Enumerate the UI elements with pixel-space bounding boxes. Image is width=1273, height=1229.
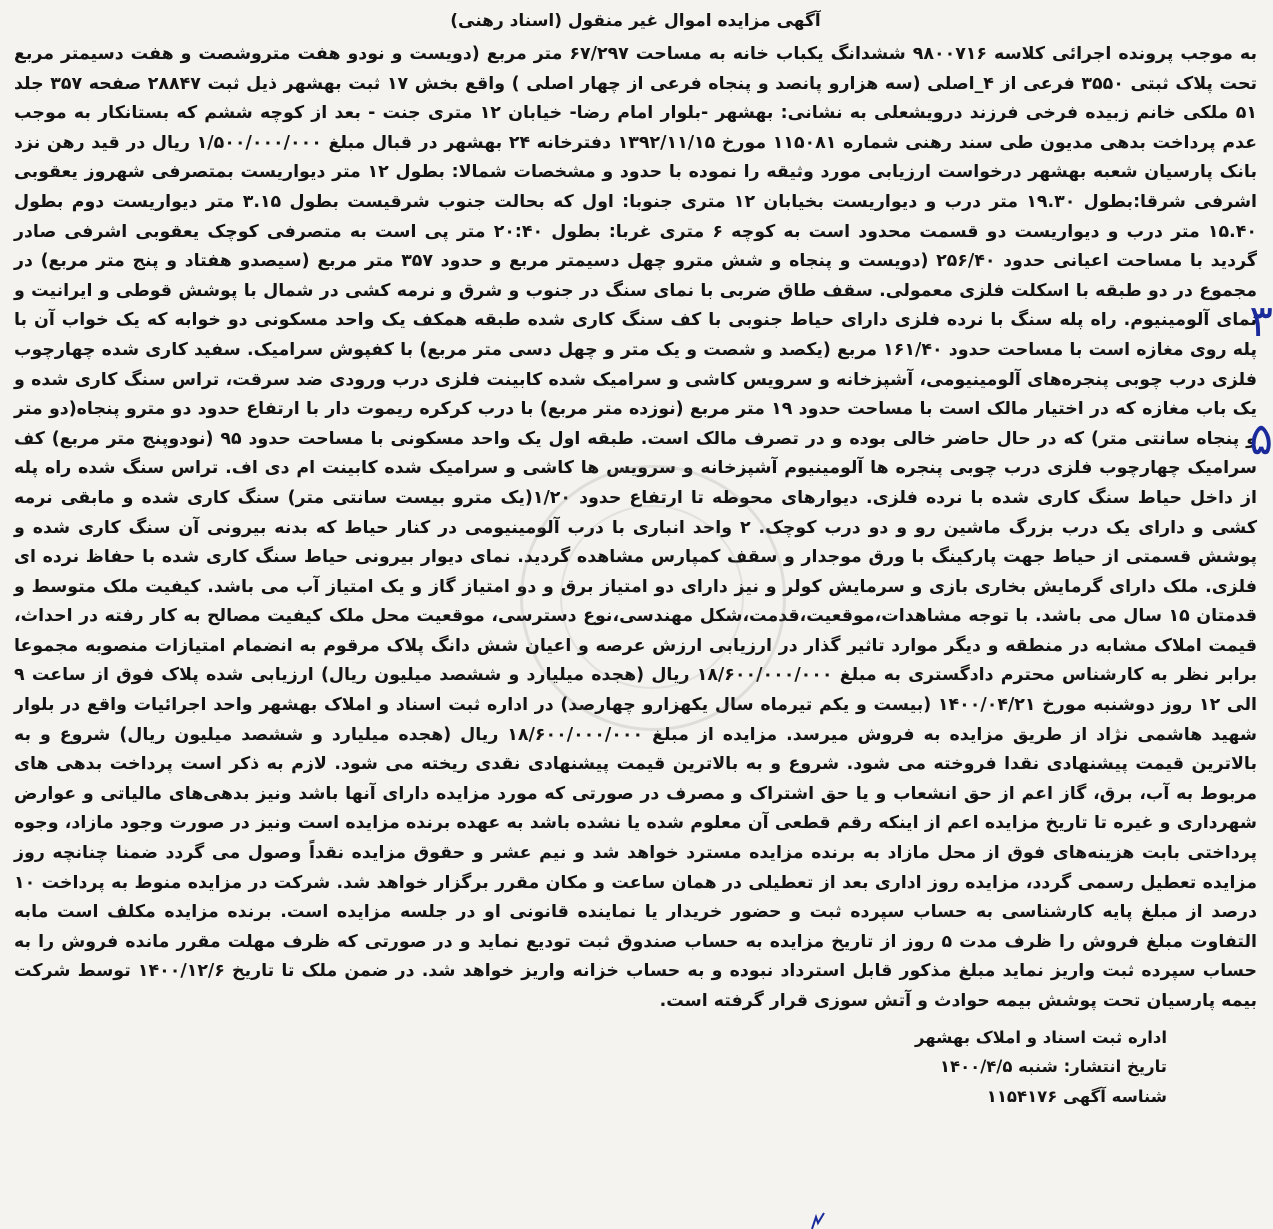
issuing-office: اداره ثبت اسناد و املاک بهشهر <box>914 1027 1167 1047</box>
notice-body: به موجب پرونده اجرائی کلاسه ۹۸۰۰۷۱۶ ششدانگ یکباب خانه به مساحت ۶۷/۲۹۷ متر مربع (دویست و نودو هفت متروشصت و هفت دسیمتر مربع تحت پلاک ثبتی ۳۵۵۰ فرعی از ۴_اصلی (سه هزارو پانصد و پنجاه فرعی از چهار اصلی ) واقع بخش ۱۷ ثبت بهشهر ذیل ثبت ۲۸۸۴۷ صفحه ۳۵۷ جلد ۵۱ ملکی خانم زبیده فرخی فرزند درویشعلی به نشانی: بهشهر -بلوار امام رضا- خیابان ۱۲ متری جنت - بعد از کوچه ششم که بستانکار به موجب عدم پرداخت بدهی مدیون طی سند رهنی شماره ۱۱۵۰۸۱ مورخ ۱۳۹۲/۱۱/۱۵ دفترخانه ۲۴ بهشهر در قبال مبلغ ۱/۵۰۰/۰۰۰/۰۰۰ ریال در قید رهن نزد بانک پارسیان شعبه بهشهر درخواست ارزیابی مورد وثیقه را نموده با حدود و مشخصات شمالا: بطول ۱۲ متر دیواریست بمتصرفی شهروز یعقوبی اشرفی شرقا:بطول ۱۹.۳۰ متر درب و دیواریست بخیابان ۱۲ متری جنوبا: اول که بحالت جنوب شرقیست بطول ۳.۱۵ متر دیواریست دوم بطول ۱۵.۴۰ متر درب و دیواریست دو قسمت محدود است به کوچه ۶ متری غربا: بطول ۲۰:۴۰ متر پی است به متصرفی کوچک یعقوبی اشرفی صادر گردید با مساحت اعیانی حدود ۲۵۶/۴۰ (دویست و پنجاه و شش مترو چهل دسیمتر مربع و حدود ۳۵۷ متر مربع (سیصدو هفتاد و پنج متر مربع) در مجموع در دو طبقه با اسکلت فلزی معمولی. سقف طاق ضربی با نمای سنگ در جنوب و شرق و نرمه کشی در شمال با پوشش قوطی و ایرانیت و نمای آلومینیوم. راه پله سنگ با نرده فلزی دارای حیاط جنوبی با کف سنگ کاری شده طبقه همکف یک واحد مسکونی دو خوابه که یک خواب آن با پله روی مغازه است با مساحت حدود ۱۶۱/۴۰ مربع (یکصد و شصت و یک متر و چهل دسی متر مربع) با کفپوش سرامیک. سفید کاری شده چهارچوب فلزی درب چوبی پنجره‌های آلومینیومی، آشپزخانه و سرویس کاشی و سرامیک شده کابینت فلزی درب ورودی ضد سرقت، تراس سنگ کاری شده و یک باب مغازه که در اختیار مالک است با مساحت حدود ۱۹ متر مربع (نوزده متر مربع) با درب کرکره ریموت دار با ارتفاع حدود دو مترو پنجاه(دو متر و پنجاه سانتی متر) که در حال حاضر خالی بوده و در تصرف مالک است. طبقه اول یک واحد مسکونی با مساحت حدود ۹۵ (نودوپنج متر مربع) کف سرامیک چهارچوب فلزی درب چوبی پنجره ها آلومینیوم آشپزخانه و سرویس ها کاشی و سرامیک شده کابینت ام دی اف. تراس سنگ شده راه پله از داخل حیاط سنگ کاری شده با نرده فلزی. دیوارهای محوطه تا ارتفاع حدود ۱/۲۰(یک مترو بیست سانتی متر) سنگ کاری شده و مابقی نرمه کشی و دارای یک درب بزرگ ماشین رو و دو درب کوچک. ۲ واحد انباری با درب آلومینیومی در کنار حیاط که بدنه بیرونی آن سنگ کاری شده و پوشش قسمتی از حیاط جهت پارکینگ با ورق موجدار و سقف کمپارس مشاهده گردید. نمای دیوار بیرونی حیاط سنگ کاری شده با حفاظ نرده ای فلزی. ملک دارای گرمایش بخاری بازی و سرمایش کولر و نیز دارای دو امتیاز برق و دو امتیاز گاز و یک امتیاز آب می باشد. کیفیت ملک متوسط و قدمتان ۱۵ سال می باشد. با توجه مشاهدات،موقعیت،قدمت،شکل مهندسی،نوع دسترسی، موقعیت محل ملک کیفیت مصالح به کار رفته در احداث، قیمت املاک مشابه در منطقه و دیگر موارد تاثیر گذار در ارزیابی ارزش عرصه و اعیان شش دانگ پلاک مرقوم به انضمام امتیازات منصوبه مجموعا برابر نظر به کارشناس محترم دادگستری به مبلغ ۱۸/۶۰۰/۰۰۰/۰۰۰ ریال (هجده میلیارد و ششصد میلیون ریال) ارزیابی شده پلاک فوق از ساعت ۹ الی ۱۲ روز دوشنبه مورخ ۱۴۰۰/۰۴/۲۱ (بیست و یکم تیرماه سال یکهزارو چهارصد) در اداره ثبت اسناد و املاک بهشهر واحد اجرائیات واقع در بلوار شهید هاشمی نژاد از طریق مزایده به فروش میرسد. مزایده از مبلغ ۱۸/۶۰۰/۰۰۰/۰۰۰ ریال (هجده میلیارد و ششصد میلیون ریال) شروع و به بالاترین قیمت پیشنهادی نقدا فروخته می شود. شروع و به بالاترین قیمت پیشنهادی نقدی ریخته می شود. لازم به ذکر است پرداخت بدهی های مربوط به آب، برق، گاز اعم از حق انشعاب و یا حق اشتراک و مصرف در صورتی که مورد مزایده دارای آنها باشد ونیز بدهی‌های مالیاتی و عوارض شهرداری و غیره تا تاریخ مزایده اعم از اینکه رقم قطعی آن معلوم شده یا نشده باشد به عهده برنده مزایده است ونیز در صورت وجود مازاد، وجوه پرداختی بابت هزینه‌های فوق از محل مازاد به برنده مزایده مسترد خواهد شد و نیم عشر و حقوق مزایده نقداً وصول می گردد ضمنا چنانچه روز مزایده تعطیل رسمی گردد، مزایده روز اداری بعد از تعطیلی در همان ساعت و مکان مقرر برگزار خواهد شد. شرکت در مزایده منوط به پرداخت ۱۰ درصد از مبلغ پایه کارشناسی به حساب سپرده ثبت و حضور خریدار یا نماینده قانونی او در جلسه مزایده است. برنده مزایده مکلف است مابه التفاوت مبلغ فروش را ظرف مدت ۵ روز از تاریخ مزایده به حساب صندوق ثبت تودیع نماید و در صورتی که ظرف مهلت مقرر مانده فروش را به حساب سپرده ثبت واریز نماید مبلغ مذکور قابل استرداد نبوده و به حساب خزانه واریز خواهد شد. در ضمن ملک تا تاریخ ۱۴۰۰/۱۲/۶ توسط شرکت بیمه پارسیان تحت پوشش بیمه حوادث و آتش سوزی قرار گرفته است. <box>14 44 1258 1011</box>
publish-date: تاریخ انتشار: شنبه ۱۴۰۰/۴/۵ <box>939 1057 1167 1077</box>
notice-footer <box>14 1023 1257 1112</box>
notice-title: آگهی مزایده اموال غیر منقول (اسناد رهنی) <box>450 11 821 31</box>
pen-stroke <box>808 1211 838 1229</box>
notice-id: شناسه آگهی ۱۱۵۴۱۷۶ <box>986 1086 1167 1106</box>
margin-handwritten-mark: ۳ <box>1249 296 1273 347</box>
watermark-stamp-inner <box>560 505 744 689</box>
margin-handwritten-mark: ۵ <box>1249 414 1273 465</box>
